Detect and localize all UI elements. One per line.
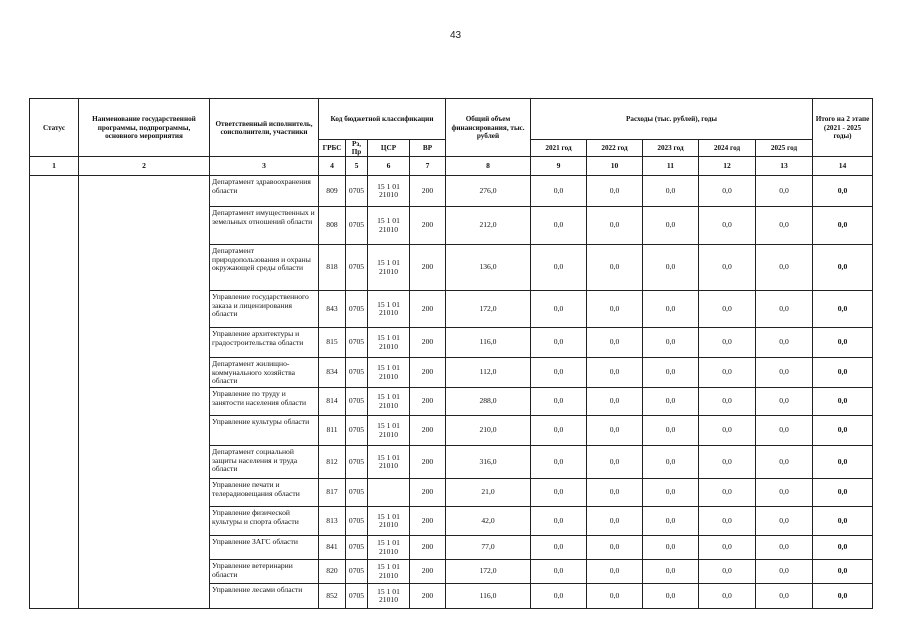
- cell-2025: 0,0: [756, 176, 813, 207]
- budget-table-container: [29, 98, 873, 609]
- cell-executor: Управление ЗАГС области: [210, 536, 319, 560]
- cell-2023: 0,0: [643, 328, 699, 358]
- cell-grbs: 841: [319, 536, 346, 560]
- cell-total: 210,0: [446, 416, 531, 446]
- cell-2025: 0,0: [756, 245, 813, 291]
- cell-stage-total: 0,0: [813, 560, 873, 584]
- cell-csr: 15 1 01 21010: [368, 358, 410, 388]
- cell-stage-total: 0,0: [813, 388, 873, 416]
- cell-executor: Департамент природопользования и охраны окружающей среды области: [210, 245, 319, 291]
- cell-stage-total: 0,0: [813, 479, 873, 507]
- cell-grbs: 843: [319, 291, 346, 328]
- cell-2023: 0,0: [643, 291, 699, 328]
- cell-grbs: 815: [319, 328, 346, 358]
- cell-stage-total: 0,0: [813, 328, 873, 358]
- column-number: 4: [319, 157, 346, 176]
- cell-total: 42,0: [446, 507, 531, 536]
- cell-total: 116,0: [446, 328, 531, 358]
- column-number: 14: [813, 157, 873, 176]
- cell-2024: 0,0: [699, 207, 756, 245]
- cell-csr: 15 1 01 21010: [368, 446, 410, 479]
- cell-2025: 0,0: [756, 479, 813, 507]
- cell-csr: 15 1 01 21010: [368, 245, 410, 291]
- cell-2025: 0,0: [756, 507, 813, 536]
- cell-grbs: 812: [319, 446, 346, 479]
- cell-total: 77,0: [446, 536, 531, 560]
- cell-2021: 0,0: [531, 245, 587, 291]
- table-body: [30, 176, 873, 609]
- cell-rzpr: 0705: [346, 388, 368, 416]
- header-year-2025: 2025 год: [756, 140, 813, 157]
- cell-executor: Управление государственного заказа и лицензирования области: [210, 291, 319, 328]
- cell-program-merged: [79, 176, 210, 609]
- cell-total: 21,0: [446, 479, 531, 507]
- column-number: 3: [210, 157, 319, 176]
- column-number: 10: [587, 157, 643, 176]
- cell-2022: 0,0: [587, 207, 643, 245]
- cell-grbs: 808: [319, 207, 346, 245]
- header-expenses: Расходы (тыс. рублей), годы: [531, 99, 813, 140]
- cell-2021: 0,0: [531, 536, 587, 560]
- cell-2025: 0,0: [756, 358, 813, 388]
- cell-2022: 0,0: [587, 176, 643, 207]
- cell-2025: 0,0: [756, 388, 813, 416]
- cell-2022: 0,0: [587, 479, 643, 507]
- cell-vr: 200: [410, 328, 446, 358]
- column-numbers-row: [30, 157, 873, 176]
- cell-2023: 0,0: [643, 507, 699, 536]
- cell-2021: 0,0: [531, 358, 587, 388]
- column-number: 9: [531, 157, 587, 176]
- cell-2023: 0,0: [643, 207, 699, 245]
- cell-total: 172,0: [446, 291, 531, 328]
- cell-executor: Управление физической культуры и спорта области: [210, 507, 319, 536]
- cell-2021: 0,0: [531, 416, 587, 446]
- cell-csr: 15 1 01 21010: [368, 560, 410, 584]
- cell-stage-total: 0,0: [813, 416, 873, 446]
- cell-rzpr: 0705: [346, 328, 368, 358]
- cell-2023: 0,0: [643, 176, 699, 207]
- cell-2025: 0,0: [756, 207, 813, 245]
- cell-vr: 200: [410, 584, 446, 609]
- cell-vr: 200: [410, 560, 446, 584]
- cell-2021: 0,0: [531, 507, 587, 536]
- cell-total: 112,0: [446, 358, 531, 388]
- cell-rzpr: 0705: [346, 245, 368, 291]
- cell-stage-total: 0,0: [813, 245, 873, 291]
- cell-vr: 200: [410, 416, 446, 446]
- cell-rzpr: 0705: [346, 560, 368, 584]
- cell-2025: 0,0: [756, 291, 813, 328]
- cell-rzpr: 0705: [346, 207, 368, 245]
- cell-2022: 0,0: [587, 245, 643, 291]
- cell-2025: 0,0: [756, 328, 813, 358]
- cell-2024: 0,0: [699, 176, 756, 207]
- header-year-2023: 2023 год: [643, 140, 699, 157]
- cell-stage-total: 0,0: [813, 446, 873, 479]
- budget-table: [29, 98, 873, 609]
- cell-total: 136,0: [446, 245, 531, 291]
- cell-2021: 0,0: [531, 584, 587, 609]
- cell-2022: 0,0: [587, 328, 643, 358]
- column-number: 2: [79, 157, 210, 176]
- header-vr: ВР: [410, 140, 446, 157]
- cell-2025: 0,0: [756, 584, 813, 609]
- cell-2025: 0,0: [756, 446, 813, 479]
- cell-executor: Управление ветеринарии области: [210, 560, 319, 584]
- cell-rzpr: 0705: [346, 176, 368, 207]
- cell-2022: 0,0: [587, 507, 643, 536]
- cell-2024: 0,0: [699, 536, 756, 560]
- cell-grbs: 811: [319, 416, 346, 446]
- cell-total: 316,0: [446, 446, 531, 479]
- header-year-2022: 2022 год: [587, 140, 643, 157]
- cell-2024: 0,0: [699, 358, 756, 388]
- cell-vr: 200: [410, 176, 446, 207]
- cell-rzpr: 0705: [346, 291, 368, 328]
- cell-2022: 0,0: [587, 536, 643, 560]
- cell-2025: 0,0: [756, 560, 813, 584]
- cell-stage-total: 0,0: [813, 207, 873, 245]
- cell-vr: 200: [410, 388, 446, 416]
- cell-csr: 15 1 01 21010: [368, 176, 410, 207]
- cell-stage-total: 0,0: [813, 176, 873, 207]
- cell-csr: 15 1 01 21010: [368, 536, 410, 560]
- cell-rzpr: 0705: [346, 507, 368, 536]
- cell-executor: Департамент социальной защиты населения и труда области: [210, 446, 319, 479]
- header-budget-code: Код бюджетной классификации: [319, 99, 446, 140]
- header-rzpr: Рз, Пр: [346, 140, 368, 157]
- cell-total: 172,0: [446, 560, 531, 584]
- cell-status-merged: [30, 176, 79, 609]
- column-number: 6: [368, 157, 410, 176]
- cell-total: 288,0: [446, 388, 531, 416]
- cell-executor: Управление лесами области: [210, 584, 319, 609]
- cell-2023: 0,0: [643, 560, 699, 584]
- cell-grbs: 814: [319, 388, 346, 416]
- cell-2021: 0,0: [531, 176, 587, 207]
- column-number: 8: [446, 157, 531, 176]
- column-number: 1: [30, 157, 79, 176]
- cell-rzpr: 0705: [346, 416, 368, 446]
- cell-2022: 0,0: [587, 358, 643, 388]
- cell-executor: Департамент жилищно-коммунального хозяйства области: [210, 358, 319, 388]
- cell-2024: 0,0: [699, 328, 756, 358]
- cell-csr: 15 1 01 21010: [368, 507, 410, 536]
- cell-stage-total: 0,0: [813, 358, 873, 388]
- column-number: 5: [346, 157, 368, 176]
- cell-stage-total: 0,0: [813, 507, 873, 536]
- cell-2024: 0,0: [699, 446, 756, 479]
- cell-rzpr: 0705: [346, 479, 368, 507]
- cell-stage-total: 0,0: [813, 536, 873, 560]
- header-total-volume: Общий объем финансирования, тыс. рублей: [446, 99, 531, 157]
- cell-vr: 200: [410, 358, 446, 388]
- cell-2022: 0,0: [587, 446, 643, 479]
- cell-total: 212,0: [446, 207, 531, 245]
- cell-2021: 0,0: [531, 207, 587, 245]
- cell-csr: 15 1 01 21010: [368, 388, 410, 416]
- cell-total: 276,0: [446, 176, 531, 207]
- column-number: 12: [699, 157, 756, 176]
- cell-executor: Департамент здравоохранения области: [210, 176, 319, 207]
- header-program-name: Наименование государственной программы, подпрограммы, основного мероприятия: [79, 99, 210, 157]
- cell-csr: [368, 479, 410, 507]
- cell-executor: Департамент имущественных и земельных отношений области: [210, 207, 319, 245]
- header-status: Статус: [30, 99, 79, 157]
- column-number: 7: [410, 157, 446, 176]
- cell-vr: 200: [410, 446, 446, 479]
- cell-vr: 200: [410, 536, 446, 560]
- cell-executor: Управление архитектуры и градостроительства области: [210, 328, 319, 358]
- cell-2023: 0,0: [643, 245, 699, 291]
- cell-grbs: 820: [319, 560, 346, 584]
- cell-2024: 0,0: [699, 560, 756, 584]
- cell-grbs: 809: [319, 176, 346, 207]
- cell-2024: 0,0: [699, 416, 756, 446]
- cell-executor: Управление печати и телерадиовещания области: [210, 479, 319, 507]
- page-number: 43: [449, 30, 462, 41]
- cell-rzpr: 0705: [346, 358, 368, 388]
- cell-vr: 200: [410, 245, 446, 291]
- cell-2025: 0,0: [756, 416, 813, 446]
- cell-2021: 0,0: [531, 291, 587, 328]
- cell-executor: Управление культуры области: [210, 416, 319, 446]
- cell-2023: 0,0: [643, 358, 699, 388]
- cell-2021: 0,0: [531, 388, 587, 416]
- cell-vr: 200: [410, 207, 446, 245]
- table-row: [30, 176, 873, 207]
- cell-vr: 200: [410, 479, 446, 507]
- cell-2023: 0,0: [643, 416, 699, 446]
- cell-csr: 15 1 01 21010: [368, 328, 410, 358]
- cell-grbs: 813: [319, 507, 346, 536]
- cell-2025: 0,0: [756, 536, 813, 560]
- header-csr: ЦСР: [368, 140, 410, 157]
- cell-2022: 0,0: [587, 416, 643, 446]
- cell-2023: 0,0: [643, 479, 699, 507]
- column-number: 13: [756, 157, 813, 176]
- cell-2021: 0,0: [531, 560, 587, 584]
- cell-2021: 0,0: [531, 446, 587, 479]
- cell-csr: 15 1 01 21010: [368, 291, 410, 328]
- cell-2023: 0,0: [643, 446, 699, 479]
- cell-vr: 200: [410, 507, 446, 536]
- cell-grbs: 834: [319, 358, 346, 388]
- cell-grbs: 818: [319, 245, 346, 291]
- cell-2024: 0,0: [699, 388, 756, 416]
- cell-grbs: 817: [319, 479, 346, 507]
- header-executor: Ответственный исполнитель, соисполнители, участники: [210, 99, 319, 157]
- cell-2022: 0,0: [587, 388, 643, 416]
- cell-csr: 15 1 01 21010: [368, 584, 410, 609]
- cell-2024: 0,0: [699, 245, 756, 291]
- cell-2024: 0,0: [699, 479, 756, 507]
- cell-2024: 0,0: [699, 291, 756, 328]
- header-year-2024: 2024 год: [699, 140, 756, 157]
- header-year-2021: 2021 год: [531, 140, 587, 157]
- cell-rzpr: 0705: [346, 536, 368, 560]
- cell-2023: 0,0: [643, 536, 699, 560]
- cell-csr: 15 1 01 21010: [368, 416, 410, 446]
- header-grbs: ГРБС: [319, 140, 346, 157]
- cell-2024: 0,0: [699, 507, 756, 536]
- column-number: 11: [643, 157, 699, 176]
- cell-rzpr: 0705: [346, 584, 368, 609]
- cell-2022: 0,0: [587, 560, 643, 584]
- cell-vr: 200: [410, 291, 446, 328]
- cell-2024: 0,0: [699, 584, 756, 609]
- cell-grbs: 852: [319, 584, 346, 609]
- cell-2023: 0,0: [643, 388, 699, 416]
- cell-rzpr: 0705: [346, 446, 368, 479]
- cell-2021: 0,0: [531, 479, 587, 507]
- cell-stage-total: 0,0: [813, 584, 873, 609]
- cell-2021: 0,0: [531, 328, 587, 358]
- cell-2022: 0,0: [587, 291, 643, 328]
- cell-csr: 15 1 01 21010: [368, 207, 410, 245]
- cell-total: 116,0: [446, 584, 531, 609]
- cell-2022: 0,0: [587, 584, 643, 609]
- cell-stage-total: 0,0: [813, 291, 873, 328]
- cell-executor: Управление по труду и занятости населения области: [210, 388, 319, 416]
- cell-2023: 0,0: [643, 584, 699, 609]
- header-total-stage: Итого на 2 этапе (2021 - 2025 годы): [813, 99, 873, 157]
